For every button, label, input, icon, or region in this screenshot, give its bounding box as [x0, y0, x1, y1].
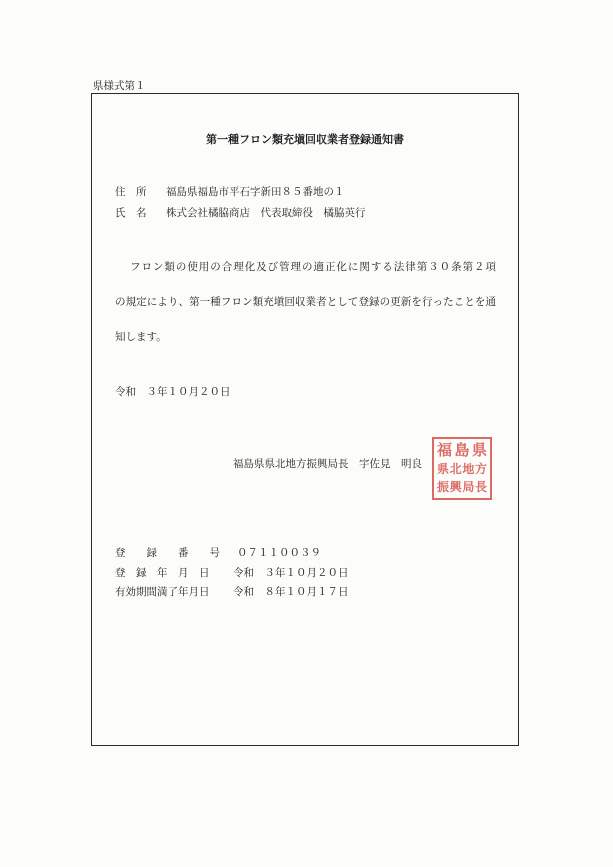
form-number: 県様式第１ — [93, 81, 146, 92]
expiry-date-value: 令和 ８年１０月１７日 — [233, 587, 349, 598]
registration-number-value: ０７１１００３９ — [237, 548, 321, 559]
seal-text: 福島県 — [437, 441, 487, 459]
document-title: 第一種フロン類充塡回収業者登録通知書 — [206, 134, 404, 146]
registration-number-label: 登 録 番 号 — [115, 548, 220, 559]
address-value: 福島県福島市平石字新田８５番地の１ — [166, 187, 345, 198]
issue-date: 令和 ３年１０月２０日 — [115, 387, 231, 398]
official-seal — [432, 437, 492, 500]
body-line: フロン類の使用の合理化及び管理の適正化に関する法律第３０条第２項 — [130, 262, 496, 273]
seal-text: 振興局長 — [437, 480, 487, 494]
expiry-date-label: 有効期間満了年月日 — [115, 587, 210, 598]
name-value: 株式会社橘脇商店 代表取締役 橘脇英行 — [166, 208, 366, 219]
registration-date-label: 登 録 年 月 日 — [115, 568, 210, 579]
issuer-name: 福島県県北地方振興局長 宇佐見 明良 — [233, 459, 422, 470]
address-label: 住 所 — [115, 187, 147, 198]
seal-text: 県北地方 — [437, 461, 487, 476]
registration-date-value: 令和 ３年１０月２０日 — [233, 568, 349, 579]
name-label: 氏 名 — [115, 208, 147, 219]
body-line: 知します。 — [115, 332, 167, 343]
body-line: の規定により、第一種フロン類充塡回収業者として登録の更新を行ったことを通 — [115, 297, 496, 308]
